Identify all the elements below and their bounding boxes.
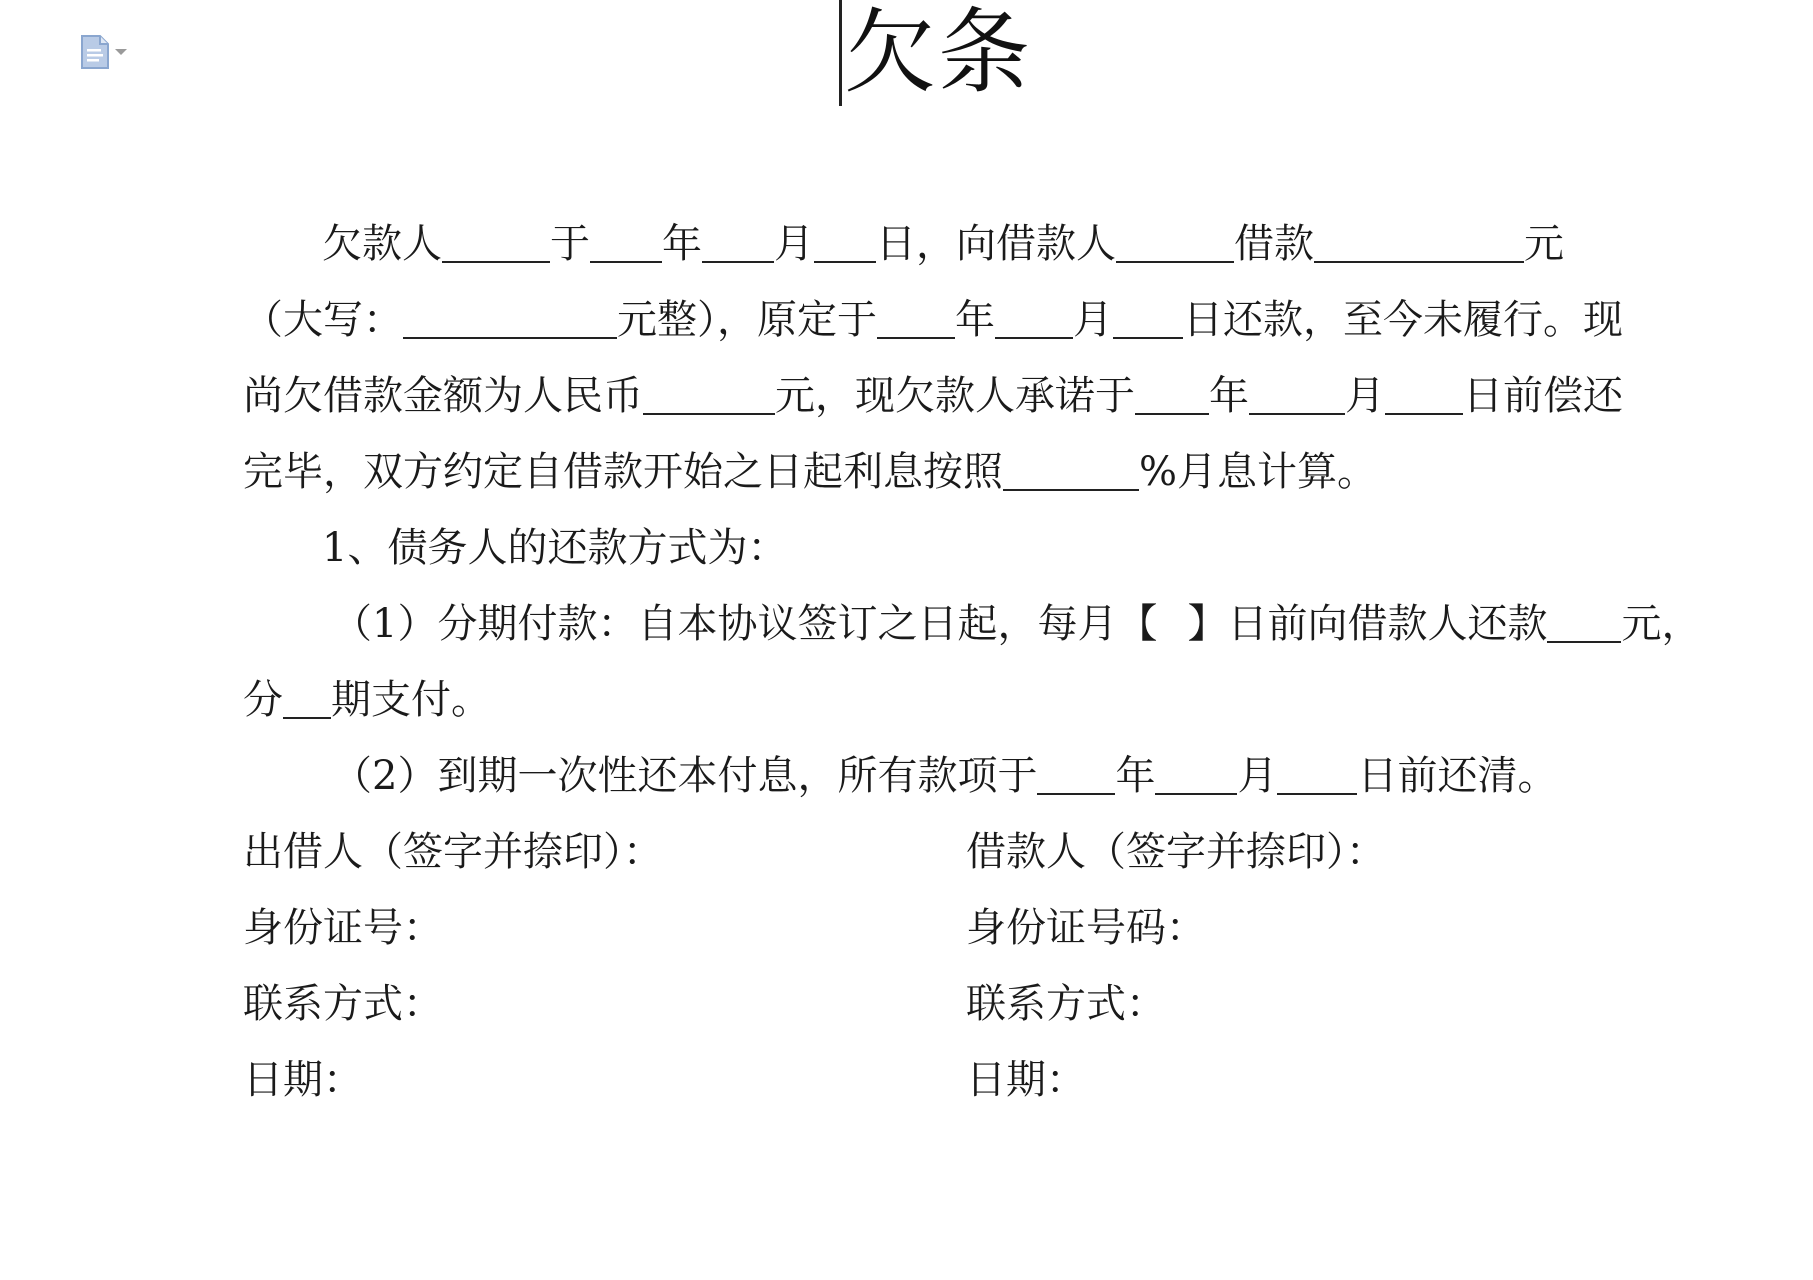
blank-field[interactable] bbox=[702, 225, 774, 263]
blank-field[interactable] bbox=[1135, 377, 1209, 415]
blank-field[interactable] bbox=[1249, 377, 1345, 415]
blank-field[interactable] bbox=[1113, 301, 1183, 339]
clause-1-1-line-1: （1）分期付款：自本协议签订之日起，每月【 】日前向借款人还款 元， bbox=[332, 601, 1702, 647]
blank-field[interactable] bbox=[1003, 453, 1139, 491]
borrower-date-label: 日期： bbox=[966, 1057, 1086, 1103]
blank-field[interactable] bbox=[283, 681, 331, 719]
blank-field[interactable] bbox=[442, 225, 550, 263]
blank-field[interactable] bbox=[1314, 225, 1524, 263]
text-cursor bbox=[839, 0, 842, 106]
paste-options-button[interactable] bbox=[80, 33, 136, 71]
blank-field[interactable] bbox=[814, 225, 876, 263]
blank-field[interactable] bbox=[1277, 757, 1357, 795]
paragraph-line-2: （大写： 元整），原定于 年 月 日还款，至今未履行。现 bbox=[243, 297, 1623, 343]
chevron-down-icon bbox=[114, 47, 128, 57]
paragraph-line-4: 完毕，双方约定自借款开始之日起利息按照 %月息计算。 bbox=[243, 449, 1378, 495]
blank-field[interactable] bbox=[1547, 605, 1621, 643]
lender-signature-label: 出借人（签字并捺印）： bbox=[243, 829, 663, 875]
blank-field[interactable] bbox=[1155, 757, 1237, 795]
paragraph-line-1: 欠款人 于 年 月 日，向借款人 借款 元 bbox=[322, 221, 1564, 267]
blank-field[interactable] bbox=[1116, 225, 1234, 263]
borrower-signature-label: 借款人（签字并捺印）： bbox=[966, 829, 1386, 875]
blank-field[interactable] bbox=[995, 301, 1073, 339]
bracket-field[interactable] bbox=[1157, 607, 1187, 643]
clause-1-1-line-2: 分 期支付。 bbox=[243, 677, 491, 723]
lender-id-label: 身份证号： bbox=[243, 905, 443, 951]
blank-field[interactable] bbox=[590, 225, 662, 263]
blank-field[interactable] bbox=[643, 377, 775, 415]
paragraph-line-3: 尚欠借款金额为人民币 元，现欠款人承诺于 年 月 日前偿还 bbox=[243, 373, 1623, 419]
paste-options-icon bbox=[80, 34, 110, 70]
clause-1-2-line: （2）到期一次性还本付息，所有款项于 年 月 日前还清。 bbox=[332, 753, 1558, 799]
blank-field[interactable] bbox=[877, 301, 955, 339]
blank-field[interactable] bbox=[1037, 757, 1115, 795]
lender-contact-label: 联系方式： bbox=[243, 981, 443, 1027]
borrower-contact-label: 联系方式： bbox=[966, 981, 1166, 1027]
clause-1-heading: 1、债务人的还款方式为： bbox=[322, 525, 788, 571]
blank-field[interactable] bbox=[1385, 377, 1463, 415]
borrower-id-label: 身份证号码： bbox=[966, 905, 1206, 951]
lender-date-label: 日期： bbox=[243, 1057, 363, 1103]
blank-field[interactable] bbox=[403, 301, 617, 339]
document-title: 欠条 bbox=[844, 0, 1033, 106]
